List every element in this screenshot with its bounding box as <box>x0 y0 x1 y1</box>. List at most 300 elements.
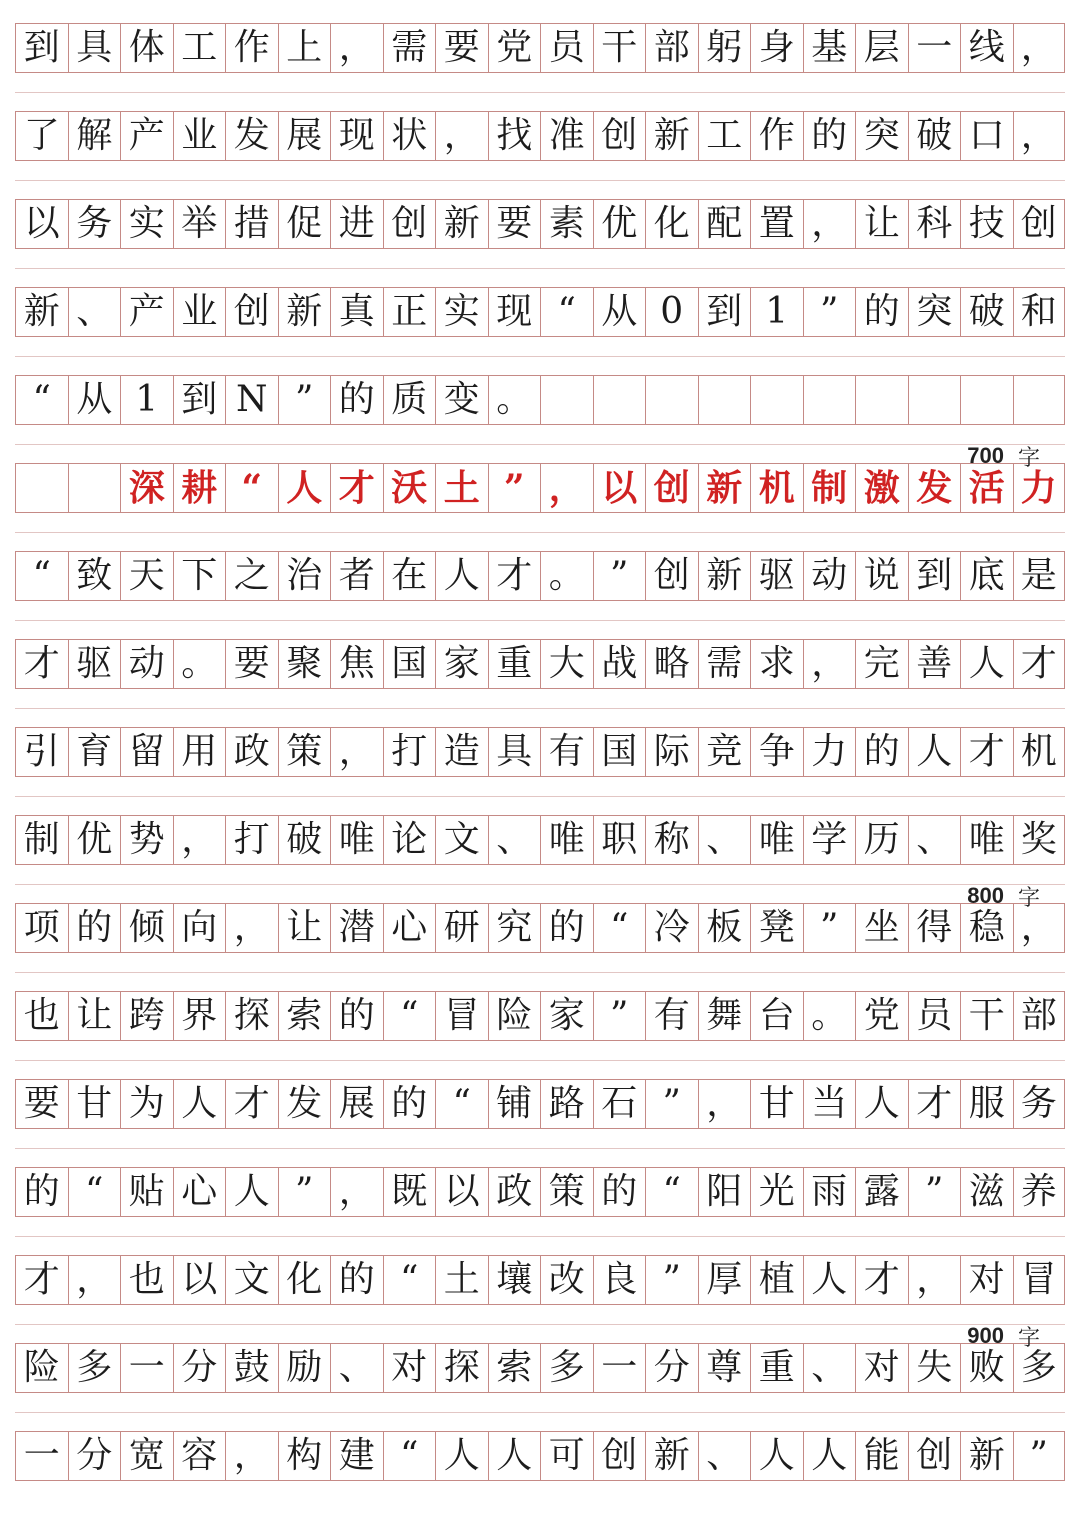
grid-cell: 工 <box>173 24 226 72</box>
word-count-800 <box>967 881 1040 911</box>
text-row <box>15 375 1065 425</box>
grid-cell: 现 <box>488 288 541 336</box>
grid-cell: 文 <box>435 816 488 864</box>
grid-cell: 、 <box>908 816 961 864</box>
ruled-gap-line <box>15 1060 1065 1061</box>
grid-cell: 和 <box>1013 288 1066 336</box>
grid-cell: 奖 <box>1013 816 1066 864</box>
grid-cell: 制 <box>15 816 68 864</box>
grid-cell: ， <box>803 640 856 688</box>
grid-cell: “ <box>645 1168 698 1216</box>
grid-cell: 职 <box>593 816 646 864</box>
grid-cell: 才 <box>855 1256 908 1304</box>
grid-cell: 铺 <box>488 1080 541 1128</box>
grid-cell: 以 <box>173 1256 226 1304</box>
grid-cell: 以 <box>15 200 68 248</box>
grid-cell: 线 <box>960 24 1013 72</box>
text-row <box>15 23 1065 73</box>
ruled-gap-line <box>15 972 1065 973</box>
grid-cell: 产 <box>120 112 173 160</box>
grid-cell: 要 <box>435 24 488 72</box>
grid-cell: 服 <box>960 1080 1013 1128</box>
grid-cell: 一 <box>15 1432 68 1480</box>
grid-cell: 需 <box>383 24 436 72</box>
grid-cell: 争 <box>750 728 803 776</box>
ruled-gap-line <box>15 92 1065 93</box>
grid-cell: 素 <box>540 200 593 248</box>
grid-cell: 激 <box>855 464 908 512</box>
grid-cell: 下 <box>173 552 226 600</box>
grid-cell: 到 <box>698 288 751 336</box>
grid-cell: 究 <box>488 904 541 952</box>
grid-cell <box>803 376 856 424</box>
grid-cell: 重 <box>488 640 541 688</box>
grid-cell: 创 <box>593 112 646 160</box>
grid-cell: 稳 <box>960 904 1013 952</box>
grid-cell: 滋 <box>960 1168 1013 1216</box>
grid-cell: 政 <box>225 728 278 776</box>
grid-cell: 机 <box>1013 728 1066 776</box>
grid-cell: 石 <box>593 1080 646 1128</box>
grid-cell: 才 <box>488 552 541 600</box>
grid-cell: 冒 <box>1013 1256 1066 1304</box>
grid-cell: 0 <box>645 288 698 336</box>
grid-cell: 一 <box>908 24 961 72</box>
grid-cell: 的 <box>330 1256 383 1304</box>
grid-cell: 唯 <box>330 816 383 864</box>
grid-cell: 举 <box>173 200 226 248</box>
grid-cell: 善 <box>908 640 961 688</box>
grid-cell: 让 <box>68 992 121 1040</box>
grid-cell: 、 <box>698 816 751 864</box>
grid-cell: ” <box>488 464 541 512</box>
grid-cell: 人 <box>803 1432 856 1480</box>
grid-cell: 。 <box>803 992 856 1040</box>
grid-cell: 体 <box>120 24 173 72</box>
ruled-gap-line <box>15 444 1065 445</box>
grid-cell: 索 <box>278 992 331 1040</box>
grid-cell: 索 <box>488 1344 541 1392</box>
grid-cell: 是 <box>1013 552 1066 600</box>
grid-cell: 需 <box>698 640 751 688</box>
grid-cell: 业 <box>173 288 226 336</box>
grid-cell: 重 <box>750 1344 803 1392</box>
grid-cell: 、 <box>803 1344 856 1392</box>
grid-cell: 人 <box>855 1080 908 1128</box>
grid-cell: ， <box>330 1168 383 1216</box>
grid-cell: 改 <box>540 1256 593 1304</box>
grid-cell: 驱 <box>68 640 121 688</box>
text-row <box>15 287 1065 337</box>
grid-cell: 分 <box>68 1432 121 1480</box>
grid-cell: 险 <box>15 1344 68 1392</box>
grid-cell: 才 <box>15 640 68 688</box>
grid-cell <box>15 464 68 512</box>
text-row <box>15 1079 1065 1129</box>
grid-cell: 要 <box>225 640 278 688</box>
grid-cell: 现 <box>330 112 383 160</box>
grid-cell: 人 <box>435 552 488 600</box>
grid-cell: 动 <box>120 640 173 688</box>
grid-cell: ， <box>908 1256 961 1304</box>
grid-cell: 新 <box>278 288 331 336</box>
grid-cell: 冷 <box>645 904 698 952</box>
grid-cell: 耕 <box>173 464 226 512</box>
grid-cell: 力 <box>1013 464 1066 512</box>
grid-cell: 的 <box>330 376 383 424</box>
grid-cell: 动 <box>803 552 856 600</box>
grid-cell: 甘 <box>750 1080 803 1128</box>
grid-cell: 才 <box>15 1256 68 1304</box>
grid-cell: 新 <box>15 288 68 336</box>
grid-cell: 破 <box>908 112 961 160</box>
grid-cell: 上 <box>278 24 331 72</box>
grid-cell: 人 <box>225 1168 278 1216</box>
grid-cell: 的 <box>330 992 383 1040</box>
grid-cell: 措 <box>225 200 278 248</box>
grid-cell: 跨 <box>120 992 173 1040</box>
grid-cell: 具 <box>68 24 121 72</box>
grid-cell: N <box>225 376 278 424</box>
grid-cell: 研 <box>435 904 488 952</box>
grid-cell: 从 <box>68 376 121 424</box>
grid-cell: 、 <box>698 1432 751 1480</box>
grid-cell: 破 <box>278 816 331 864</box>
grid-cell: 植 <box>750 1256 803 1304</box>
text-row <box>15 199 1065 249</box>
grid-cell: 分 <box>173 1344 226 1392</box>
grid-cell: 。 <box>488 376 541 424</box>
grid-cell <box>593 376 646 424</box>
grid-cell <box>645 376 698 424</box>
grid-cell: ” <box>593 992 646 1040</box>
grid-cell: ， <box>225 1432 278 1480</box>
grid-cell: 策 <box>278 728 331 776</box>
grid-cell: 得 <box>908 904 961 952</box>
grid-cell: 务 <box>68 200 121 248</box>
grid-cell: “ <box>383 992 436 1040</box>
grid-cell: 倾 <box>120 904 173 952</box>
grid-cell: 能 <box>855 1432 908 1480</box>
grid-cell: 党 <box>488 24 541 72</box>
grid-cell: 业 <box>173 112 226 160</box>
grid-cell: 。 <box>540 552 593 600</box>
grid-cell: ， <box>698 1080 751 1128</box>
grid-cell: 尊 <box>698 1344 751 1392</box>
grid-cell: 学 <box>803 816 856 864</box>
grid-cell: “ <box>383 1256 436 1304</box>
grid-cell: 发 <box>225 112 278 160</box>
grid-cell: 引 <box>15 728 68 776</box>
grid-cell: 可 <box>540 1432 593 1480</box>
grid-cell: 养 <box>1013 1168 1066 1216</box>
ruled-gap-line <box>15 268 1065 269</box>
grid-cell: 大 <box>540 640 593 688</box>
grid-cell: 务 <box>1013 1080 1066 1128</box>
grid-cell: 要 <box>488 200 541 248</box>
grid-cell: 的 <box>15 1168 68 1216</box>
grid-cell: 1 <box>750 288 803 336</box>
grid-cell: 人 <box>173 1080 226 1128</box>
grid-cell: 要 <box>15 1080 68 1128</box>
grid-cell: 坐 <box>855 904 908 952</box>
grid-cell: 文 <box>225 1256 278 1304</box>
grid-cell: 作 <box>225 24 278 72</box>
grid-cell: 到 <box>908 552 961 600</box>
grid-cell: 变 <box>435 376 488 424</box>
grid-cell: 鼓 <box>225 1344 278 1392</box>
grid-cell: ， <box>173 816 226 864</box>
grid-cell: 的 <box>855 728 908 776</box>
grid-cell: 沃 <box>383 464 436 512</box>
grid-cell: 人 <box>803 1256 856 1304</box>
grid-cell: 探 <box>225 992 278 1040</box>
grid-cell: 深 <box>120 464 173 512</box>
text-row <box>15 1343 1065 1393</box>
text-row <box>15 551 1065 601</box>
grid-cell: 产 <box>120 288 173 336</box>
grid-cell: 身 <box>750 24 803 72</box>
grid-cell: 有 <box>540 728 593 776</box>
text-row <box>15 639 1065 689</box>
grid-cell: ， <box>68 1256 121 1304</box>
grid-cell: 活 <box>960 464 1013 512</box>
grid-cell: 路 <box>540 1080 593 1128</box>
grid-cell: 构 <box>278 1432 331 1480</box>
text-row <box>15 991 1065 1041</box>
grid-cell: 甘 <box>68 1080 121 1128</box>
grid-cell: 基 <box>803 24 856 72</box>
grid-cell <box>68 464 121 512</box>
grid-cell: 阳 <box>698 1168 751 1216</box>
grid-cell: 打 <box>225 816 278 864</box>
grid-cell: ” <box>593 552 646 600</box>
grid-cell: 从 <box>593 288 646 336</box>
grid-cell: “ <box>540 288 593 336</box>
grid-cell: 化 <box>645 200 698 248</box>
grid-cell: 战 <box>593 640 646 688</box>
grid-cell: ， <box>1013 904 1066 952</box>
grid-cell: ” <box>1013 1432 1066 1480</box>
grid-cell: 打 <box>383 728 436 776</box>
grid-cell: ” <box>803 288 856 336</box>
grid-cell: 机 <box>750 464 803 512</box>
text-row <box>15 903 1065 953</box>
word-count-unit: 字 <box>1017 884 1040 910</box>
grid-cell: 真 <box>330 288 383 336</box>
grid-cell: 化 <box>278 1256 331 1304</box>
grid-cell: 造 <box>435 728 488 776</box>
grid-cell: ， <box>803 200 856 248</box>
grid-cell: “ <box>383 1432 436 1480</box>
grid-cell: 心 <box>173 1168 226 1216</box>
grid-cell: 势 <box>120 816 173 864</box>
grid-cell: 建 <box>330 1432 383 1480</box>
grid-cell: 多 <box>540 1344 593 1392</box>
grid-cell: 用 <box>173 728 226 776</box>
grid-cell: 力 <box>803 728 856 776</box>
grid-cell: 党 <box>855 992 908 1040</box>
grid-cell: 容 <box>173 1432 226 1480</box>
ruled-gap-line <box>15 620 1065 621</box>
grid-cell: 政 <box>488 1168 541 1216</box>
grid-cell: 焦 <box>330 640 383 688</box>
grid-cell: 部 <box>1013 992 1066 1040</box>
text-row <box>15 1431 1065 1481</box>
grid-cell: 创 <box>1013 200 1066 248</box>
grid-cell: 优 <box>593 200 646 248</box>
grid-cell: 的 <box>383 1080 436 1128</box>
grid-cell: 论 <box>383 816 436 864</box>
grid-cell: “ <box>593 904 646 952</box>
grid-cell: 对 <box>960 1256 1013 1304</box>
grid-cell: 的 <box>68 904 121 952</box>
grid-cell: 状 <box>383 112 436 160</box>
grid-cell <box>698 376 751 424</box>
grid-cell: 才 <box>960 728 1013 776</box>
grid-cell: 项 <box>15 904 68 952</box>
grid-cell: 厚 <box>698 1256 751 1304</box>
grid-cell: 干 <box>593 24 646 72</box>
grid-cell <box>960 376 1013 424</box>
grid-cell: 留 <box>120 728 173 776</box>
word-count-number: 800 <box>967 883 1004 908</box>
grid-cell <box>908 376 961 424</box>
grid-cell <box>750 376 803 424</box>
grid-cell: ， <box>225 904 278 952</box>
grid-cell: 了 <box>15 112 68 160</box>
grid-cell: 分 <box>645 1344 698 1392</box>
grid-cell: 配 <box>698 200 751 248</box>
grid-cell: 土 <box>435 464 488 512</box>
grid-cell: 创 <box>225 288 278 336</box>
text-row <box>15 1167 1065 1217</box>
grid-cell: 心 <box>383 904 436 952</box>
grid-cell: 工 <box>698 112 751 160</box>
grid-cell <box>540 376 593 424</box>
grid-cell: 作 <box>750 112 803 160</box>
ruled-gap-line <box>15 532 1065 533</box>
grid-cell: 躬 <box>698 24 751 72</box>
grid-cell: 制 <box>803 464 856 512</box>
grid-cell: 对 <box>855 1344 908 1392</box>
grid-cell: 发 <box>908 464 961 512</box>
grid-cell: ， <box>330 728 383 776</box>
grid-cell: 励 <box>278 1344 331 1392</box>
grid-cell: 板 <box>698 904 751 952</box>
grid-cell: “ <box>15 376 68 424</box>
grid-cell: 、 <box>488 816 541 864</box>
grid-cell: 让 <box>855 200 908 248</box>
ruled-gap-line <box>15 356 1065 357</box>
grid-cell: 凳 <box>750 904 803 952</box>
grid-cell: 创 <box>383 200 436 248</box>
grid-cell: 为 <box>120 1080 173 1128</box>
grid-cell: 正 <box>383 288 436 336</box>
word-count-number: 900 <box>967 1323 1004 1348</box>
grid-cell: ， <box>330 24 383 72</box>
grid-cell: 创 <box>645 552 698 600</box>
word-count-number: 700 <box>967 443 1004 468</box>
grid-cell: ” <box>803 904 856 952</box>
grid-cell: 一 <box>120 1344 173 1392</box>
grid-cell: 家 <box>540 992 593 1040</box>
ruled-gap-line <box>15 1236 1065 1237</box>
grid-cell: 准 <box>540 112 593 160</box>
grid-cell: 才 <box>330 464 383 512</box>
grid-cell: ” <box>278 376 331 424</box>
grid-cell: 策 <box>540 1168 593 1216</box>
grid-cell: “ <box>435 1080 488 1128</box>
grid-cell: 聚 <box>278 640 331 688</box>
grid-cell: 当 <box>803 1080 856 1128</box>
grid-cell <box>1013 376 1066 424</box>
grid-cell: 国 <box>593 728 646 776</box>
grid-cell: 对 <box>383 1344 436 1392</box>
grid-cell: 展 <box>278 112 331 160</box>
word-count-unit: 字 <box>1017 1324 1040 1350</box>
grid-cell: 突 <box>908 288 961 336</box>
grid-cell: 雨 <box>803 1168 856 1216</box>
grid-cell: 多 <box>68 1344 121 1392</box>
grid-cell: 创 <box>645 464 698 512</box>
grid-cell: 人 <box>750 1432 803 1480</box>
text-row <box>15 815 1065 865</box>
ruled-gap-line <box>15 1412 1065 1413</box>
grid-cell: 的 <box>540 904 593 952</box>
grid-cell: 人 <box>488 1432 541 1480</box>
grid-cell: 新 <box>698 552 751 600</box>
grid-cell: 宽 <box>120 1432 173 1480</box>
grid-cell: 称 <box>645 816 698 864</box>
grid-cell: 优 <box>68 816 121 864</box>
grid-cell: 新 <box>645 112 698 160</box>
grid-cell: 唯 <box>960 816 1013 864</box>
grid-cell: 实 <box>120 200 173 248</box>
grid-cell: 治 <box>278 552 331 600</box>
grid-cell: 员 <box>540 24 593 72</box>
grid-cell: 才 <box>1013 640 1066 688</box>
grid-cell: 的 <box>593 1168 646 1216</box>
ruled-gap-line <box>15 884 1065 885</box>
grid-cell: 到 <box>15 24 68 72</box>
text-row <box>15 727 1065 777</box>
grid-cell: 探 <box>435 1344 488 1392</box>
grid-cell: 多 <box>1013 1344 1066 1392</box>
grid-cell: 略 <box>645 640 698 688</box>
word-count-900 <box>967 1321 1040 1351</box>
grid-cell: 家 <box>435 640 488 688</box>
grid-cell: 舞 <box>698 992 751 1040</box>
grid-cell: 竞 <box>698 728 751 776</box>
word-count-700 <box>967 441 1040 471</box>
grid-cell: 光 <box>750 1168 803 1216</box>
grid-cell: “ <box>68 1168 121 1216</box>
heading-row <box>15 463 1065 513</box>
grid-cell: 才 <box>225 1080 278 1128</box>
grid-cell: 险 <box>488 992 541 1040</box>
grid-cell: 天 <box>120 552 173 600</box>
grid-cell: 露 <box>855 1168 908 1216</box>
grid-cell: ” <box>908 1168 961 1216</box>
grid-cell: 进 <box>330 200 383 248</box>
grid-cell: 具 <box>488 728 541 776</box>
grid-cell: 的 <box>803 112 856 160</box>
grid-cell: ” <box>278 1168 331 1216</box>
grid-cell: 解 <box>68 112 121 160</box>
grid-cell <box>855 376 908 424</box>
grid-cell: “ <box>15 552 68 600</box>
